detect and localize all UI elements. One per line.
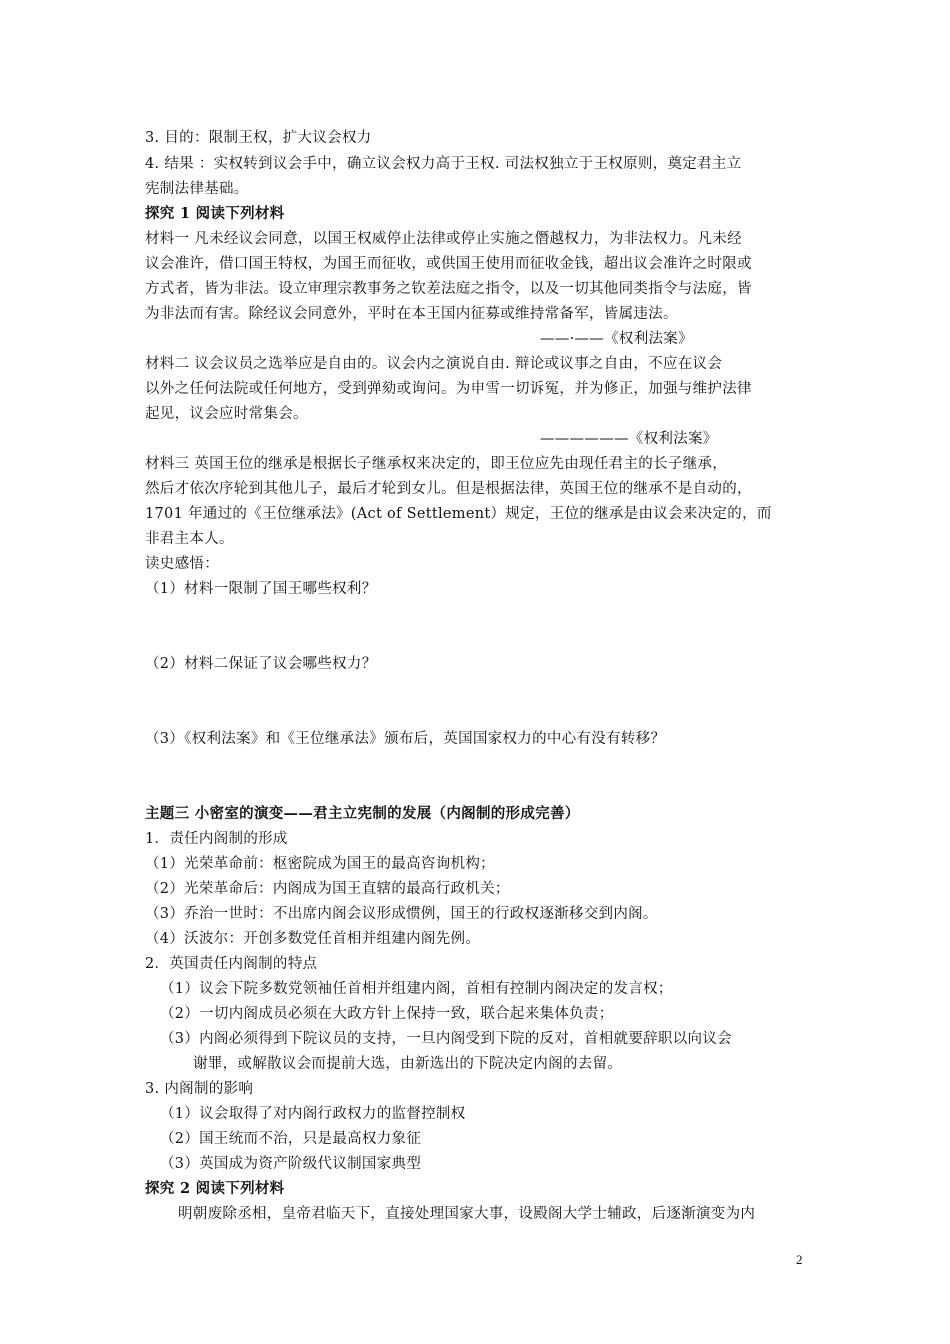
text-line: （3）乔治一世时：不出席内阁会议形成惯例，国王的行政权逐渐移交到内阁。 — [145, 906, 658, 922]
text-line: 4. 结果 ：实权转到议会手中，确立议会权力高于王权. 司法权独立于王权原则，奠定君主立 — [145, 156, 742, 172]
section-heading: 主题三 小密室的演变——君主立宪制的发展（内阁制的形成完善） — [145, 805, 580, 822]
text-line: 1．责任内阁制的形成 — [145, 831, 288, 847]
text-line: 然后才依次序轮到其他儿子，最后才轮到女儿。但是根据法律，英国王位的继承不是自动的， — [145, 481, 752, 497]
page-number: 2 — [796, 1252, 803, 1267]
text-line: 2．英国责任内阁制的特点 — [145, 956, 318, 972]
text-line: （3）英国成为资产阶级代议制国家典型 — [160, 1156, 422, 1172]
section-heading: 探究 2 阅读下列材料 — [145, 1180, 285, 1197]
text-line: 为非法而有害。除经议会同意外，平时在本王国内征募或维持常备军，皆属违法。 — [145, 306, 678, 322]
text-line: 读史感悟： — [145, 556, 219, 572]
source-citation: ——·——《权利法案》 — [540, 331, 693, 347]
text-line: 起见，议会应时常集会。 — [145, 406, 308, 422]
text-line: （1）议会取得了对内阁行政权力的监督控制权 — [160, 1106, 466, 1122]
text-line: （4）沃波尔：开创多数党任首相并组建内阁先例。 — [145, 931, 481, 947]
text-line: （3）内阁必须得到下院议员的支持，一旦内阁受到下院的反对，首相就要辞职以向议会 — [160, 1031, 732, 1047]
text-line: 材料三 英国王位的继承是根据长子继承权来决定的，即王位应先由现任君主的长子继承， — [145, 456, 728, 472]
text-line: 议会准许，借口国王特权，为国王而征收，或供国王使用而征收金钱，超出议会准许之时限或 — [145, 256, 752, 272]
text-line: 以外之任何法院或任何地方，受到弹劾或询问。为申雪一切诉冤，并为修正，加强与维护法律 — [145, 381, 752, 397]
text-line: 1701 年通过的《王位继承法》(Act of Settlement）规定，王位的继承是由议会来决定的，而 — [145, 506, 772, 522]
text-line: （2）国王统而不治，只是最高权力象征 — [160, 1131, 422, 1147]
text-line: 材料一 凡未经议会同意，以国王权威停止法律或停止实施之僭越权力，为非法权力。凡未经 — [145, 231, 742, 247]
section-heading: 探究 1 阅读下列材料 — [145, 205, 285, 222]
text-line: 3. 内阁制的影响 — [145, 1081, 254, 1097]
text-line: 谢罪，或解散议会而提前大选，由新选出的下院决定内阁的去留。 — [193, 1056, 623, 1072]
text-line: （1）议会下院多数党领袖任首相并组建内阁，首相有控制内阁决定的发言权； — [160, 981, 673, 997]
text-line: 明朝废除丞相，皇帝君临天下，直接处理国家大事，设殿阁大学士辅政，后逐渐演变为内 — [178, 1206, 756, 1222]
question-1: （1）材料一限制了国王哪些权利？ — [145, 581, 377, 597]
text-line: 3. 目的：限制王权，扩大议会权力 — [145, 130, 372, 146]
text-line: （1）光荣革命前：枢密院成为国王的最高咨询机构； — [145, 856, 495, 872]
question-3: （3）《权利法案》和《王位继承法》颁布后，英国国家权力的中心有没有转移？ — [145, 731, 666, 747]
text-line: 非君主本人。 — [145, 531, 234, 547]
text-line: 方式者，皆为非法。设立审理宗教事务之钦差法庭之指令，以及一切其他同类指令与法庭，皆 — [145, 281, 752, 297]
source-citation: ——————《权利法案》 — [540, 431, 718, 447]
text-line: 材料二 议会议员之选举应是自由的。议会内之演说自由. 辩论或议事之自由，不应在议会 — [145, 356, 723, 372]
text-line: （2）一切内阁成员必须在大政方针上保持一致，联合起来集体负责； — [160, 1006, 614, 1022]
question-2: （2）材料二保证了议会哪些权力？ — [145, 656, 377, 672]
text-line: 宪制法律基础。 — [145, 181, 249, 197]
text-line: （2）光荣革命后：内阁成为国王直辖的最高行政机关； — [145, 881, 510, 897]
